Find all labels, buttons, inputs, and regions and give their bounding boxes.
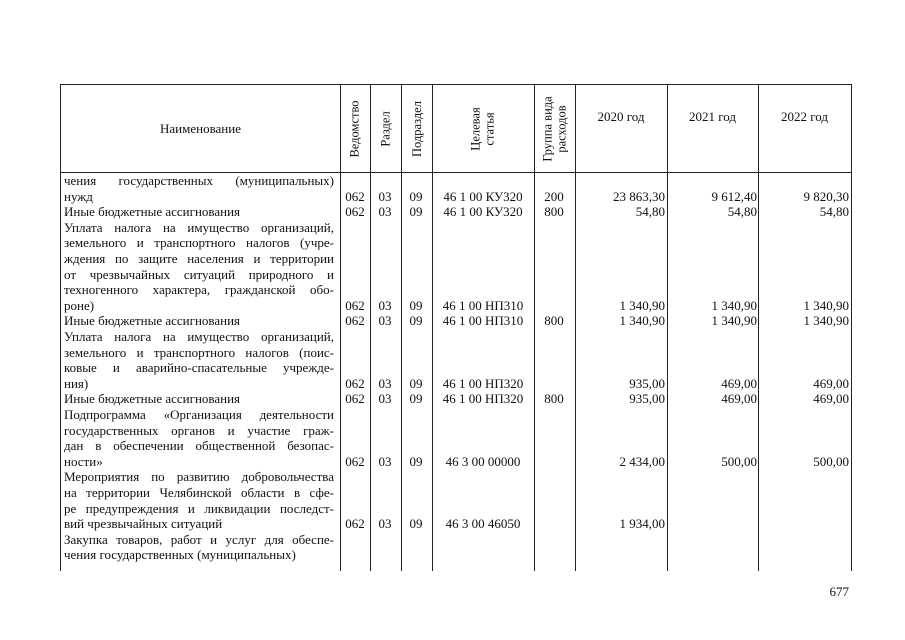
cell-amount-2020: 1 340,90 — [619, 297, 665, 313]
cell-amount-2021: 469,00 — [721, 391, 757, 407]
cell-amount-2021: 1 340,90 — [711, 297, 757, 313]
cell-celevaya-statya: 46 3 00 46050 — [445, 516, 521, 532]
header-gruppa-label — [541, 96, 569, 161]
cell-razdel: 03 — [378, 391, 392, 407]
row-name-line: нужд — [64, 188, 93, 204]
cell-amount-2022: 500,00 — [813, 453, 849, 469]
header-celevaya-line1: Целевая — [469, 106, 483, 151]
row-name — [64, 532, 334, 563]
row-name-line: земельного и транспортного налогов (учре- — [64, 235, 334, 251]
cell-podrazdel: 09 — [409, 375, 423, 391]
cell-podrazdel: 09 — [409, 453, 423, 469]
header-gruppa-line1: Группа вида — [540, 95, 555, 162]
cell-amount-2020: 23 863,30 — [613, 188, 665, 204]
header-name-label: Наименование — [160, 120, 241, 136]
row-name-line: ния) — [64, 375, 89, 391]
row-name-line: вий чрезвычайных ситуаций — [64, 516, 223, 532]
cell-amount-2020: 935,00 — [629, 375, 665, 391]
row-name-line: Уплата налога на имущество организаций, — [64, 219, 334, 235]
header-vedomstvo — [340, 85, 370, 172]
cell-razdel: 03 — [378, 453, 392, 469]
header-2020 — [575, 73, 667, 160]
header-vedomstvo-label: Ведомство — [348, 99, 362, 158]
header-2021 — [667, 73, 758, 160]
table-row — [61, 173, 851, 204]
header-2022 — [758, 73, 851, 160]
header-celevaya — [432, 85, 534, 172]
cell-celevaya-statya: 46 1 00 НП320 — [442, 391, 524, 407]
cell-podrazdel: 09 — [409, 204, 423, 220]
header-2022-label: 2022 год — [781, 108, 828, 124]
header-gruppa-line2: расходов — [554, 104, 569, 153]
header-2020-label: 2020 год — [597, 108, 645, 124]
table-row — [61, 329, 851, 391]
row-name-line: Уплата налога на имущество организаций, — [64, 329, 334, 344]
cell-razdel: 03 — [378, 188, 392, 204]
cell-vedomstvo: 062 — [345, 391, 365, 407]
cell-celevaya-statya: 46 1 00 НП310 — [442, 313, 524, 329]
row-name-line: государственных органов и участие граж- — [64, 422, 334, 438]
header-celevaya-label — [469, 107, 497, 150]
cell-amount-2021: 1 340,90 — [711, 313, 757, 329]
cell-vedomstvo: 062 — [345, 375, 365, 391]
page-number: 677 — [829, 584, 849, 599]
cell-gruppa-rashodov: 800 — [544, 313, 564, 329]
row-name-line: дан в обеспечении общественной безопас- — [64, 438, 334, 454]
row-name — [64, 220, 334, 314]
row-name-line: Закупка товаров, работ и услуг для обеспе- — [64, 531, 334, 547]
header-2021-label: 2021 год — [689, 108, 736, 124]
row-name — [64, 469, 334, 531]
header-razdel — [370, 85, 401, 172]
row-name-line: техногенного характера, гражданской обо- — [64, 282, 334, 298]
row-name — [64, 313, 334, 329]
cell-podrazdel: 09 — [409, 313, 423, 329]
cell-amount-2022: 1 340,90 — [803, 313, 849, 329]
header-podrazdel-label: Подраздел — [409, 100, 424, 157]
row-name-line: ре предупреждения и ликвидации последст- — [64, 500, 334, 516]
table-row — [61, 313, 851, 329]
row-name — [64, 329, 334, 391]
header-name — [61, 85, 340, 172]
row-name-line: на территории Челябинской области в сфе- — [64, 484, 334, 500]
header-razdel-label: Раздел — [378, 110, 393, 147]
row-name-line: Иные бюджетные ассигнования — [64, 204, 241, 220]
row-name-line: ждения по защите населения и территории — [64, 250, 334, 266]
cell-amount-2020: 1 340,90 — [619, 313, 665, 329]
cell-gruppa-rashodov: 800 — [544, 204, 564, 220]
cell-amount-2021: 9 612,40 — [711, 188, 757, 204]
row-name — [64, 173, 334, 204]
cell-gruppa-rashodov: 800 — [544, 391, 564, 407]
cell-amount-2022: 469,00 — [813, 375, 849, 391]
table-row — [61, 469, 851, 531]
row-name — [64, 204, 334, 220]
cell-amount-2022: 9 820,30 — [803, 188, 849, 204]
cell-amount-2022: 1 340,90 — [803, 297, 849, 313]
row-name — [64, 391, 334, 407]
table-row — [61, 220, 851, 314]
cell-amount-2020: 935,00 — [629, 391, 665, 407]
budget-table — [60, 84, 852, 571]
cell-celevaya-statya: 46 1 00 КУ320 — [443, 188, 523, 204]
cell-razdel: 03 — [378, 375, 392, 391]
row-name-line: ности» — [64, 453, 103, 469]
cell-amount-2020: 2 434,00 — [619, 453, 665, 469]
row-name-line: Подпрограмма «Организация деятельности — [64, 407, 334, 422]
row-name-line: ковые и аварийно-спасательные учрежде- — [64, 360, 334, 376]
header-podrazdel — [401, 85, 432, 172]
cell-vedomstvo: 062 — [345, 188, 365, 204]
cell-amount-2021: 469,00 — [721, 375, 757, 391]
table-row — [61, 391, 851, 407]
cell-vedomstvo: 062 — [345, 297, 365, 313]
cell-celevaya-statya: 46 1 00 КУ320 — [443, 204, 523, 220]
cell-vedomstvo: 062 — [345, 516, 365, 532]
row-name-line: чения государственных (муниципальных) — [64, 547, 296, 563]
cell-vedomstvo: 062 — [345, 204, 365, 220]
row-name-line: роне) — [64, 297, 95, 313]
cell-celevaya-statya: 46 1 00 НП310 — [442, 297, 524, 313]
cell-razdel: 03 — [378, 204, 392, 220]
row-name-line: Мероприятия по развитию добровольчества — [64, 469, 334, 485]
cell-celevaya-statya: 46 1 00 НП320 — [442, 375, 524, 391]
row-name-line: чения государственных (муниципальных) — [64, 173, 334, 188]
cell-amount-2020: 1 934,00 — [619, 516, 665, 532]
header-celevaya-line2: статья — [483, 111, 497, 146]
table-row — [61, 532, 851, 563]
row-name-line: Иные бюджетные ассигнования — [64, 391, 241, 407]
cell-razdel: 03 — [378, 297, 392, 313]
table-row — [61, 204, 851, 220]
row-name-line: Иные бюджетные ассигнования — [64, 313, 241, 329]
cell-amount-2022: 469,00 — [813, 391, 849, 407]
row-name — [64, 407, 334, 469]
cell-vedomstvo: 062 — [345, 453, 365, 469]
cell-podrazdel: 09 — [409, 391, 423, 407]
cell-amount-2021: 54,80 — [727, 204, 757, 220]
cell-podrazdel: 09 — [409, 188, 423, 204]
cell-vedomstvo: 062 — [345, 313, 365, 329]
header-gruppa — [534, 85, 575, 172]
cell-podrazdel: 09 — [409, 297, 423, 313]
cell-razdel: 03 — [378, 516, 392, 532]
cell-podrazdel: 09 — [409, 516, 423, 532]
cell-gruppa-rashodov: 200 — [544, 188, 564, 204]
cell-razdel: 03 — [378, 313, 392, 329]
row-name-line: земельного и транспортного налогов (поис- — [64, 344, 334, 360]
table-row — [61, 407, 851, 469]
cell-amount-2020: 54,80 — [635, 204, 665, 220]
cell-celevaya-statya: 46 3 00 00000 — [445, 453, 521, 469]
cell-amount-2022: 54,80 — [819, 204, 849, 220]
cell-amount-2021: 500,00 — [721, 453, 757, 469]
row-name-line: от чрезвычайных ситуаций природного и — [64, 266, 334, 282]
